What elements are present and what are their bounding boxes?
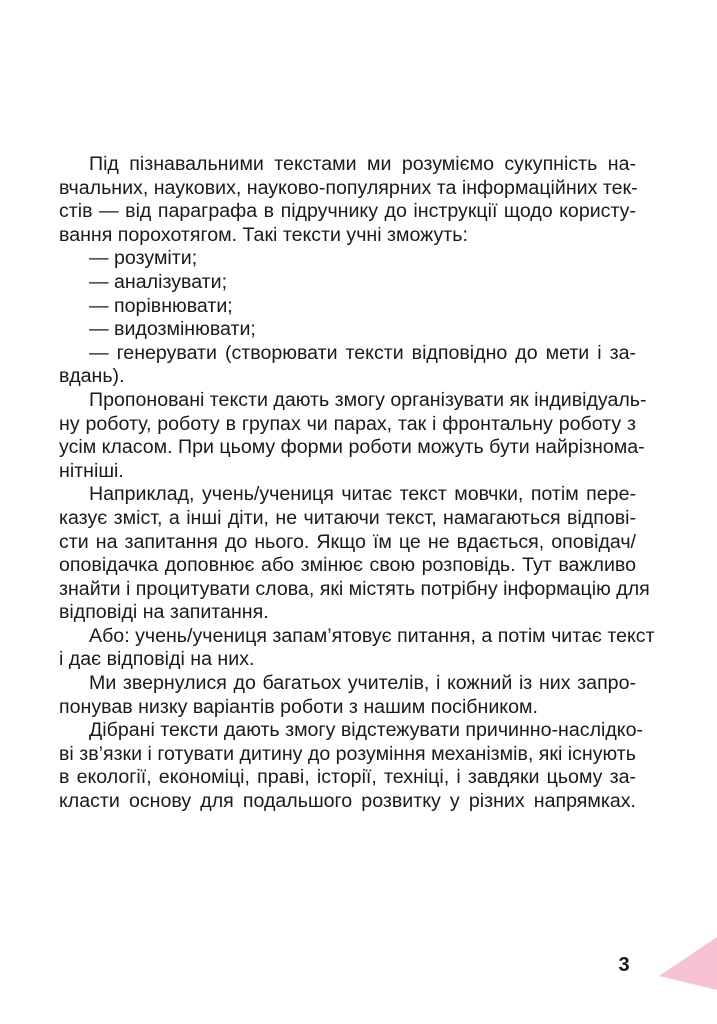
text-line: вчальних, наукових, науково-популярних та інформаційних тек- <box>59 176 638 199</box>
text-line: стів — від параграфа в підручнику до інструкції щодо користу- <box>59 200 636 223</box>
text-line: Пропоновані тексти дають змогу організувати як індивідуаль- <box>89 388 647 411</box>
text-line: усім класом. При цьому форми роботи можуть бути найрізнома- <box>59 436 645 459</box>
text-line: нітніші. <box>59 459 124 482</box>
page-number-tab <box>587 937 717 990</box>
text-line: Дібрані тексти дають змогу відстежувати причинно-наслідко- <box>89 719 644 742</box>
text-line: понував низку варіантів роботи з нашим посібником. <box>59 695 538 718</box>
text-line: казує зміст, а інші діти, не читаючи текст, намагаються відпові- <box>59 506 636 529</box>
text-line: класти основу для подальшого розвитку у різних напрямках. <box>59 790 636 813</box>
list-item: — видозмінювати; <box>89 318 256 341</box>
text-line: знайти і процитувати слова, які містять потрібну інформацію для <box>59 577 650 600</box>
text-line: Наприклад, учень/учениця читає текст мовчки, потім пере- <box>89 483 636 506</box>
text-line: сти на запитання до нього. Якщо їм це не вдається, оповідач/ <box>59 530 636 553</box>
text-line: вдань). <box>59 365 125 388</box>
text-line: і дає відповіді на них. <box>59 648 255 671</box>
text-line: ну роботу, роботу в групах чи парах, так і фронтальну роботу з <box>59 412 636 435</box>
page-number: 3 <box>618 954 630 976</box>
text-line: в екології, економіці, праві, історії, техніці, і завдяки цьому за- <box>59 766 636 789</box>
text-line: відповіді на запитання. <box>59 601 269 624</box>
list-item: — порівнювати; <box>89 294 233 317</box>
text-line: Ми звернулися до багатьох учителів, і кожний із них запро- <box>89 672 636 695</box>
list-item: — генерувати (створювати тексти відповідно до мети і за- <box>89 341 636 364</box>
text-line: вання порохотягом. Такі тексти учні зможуть: <box>59 223 468 246</box>
body-text <box>59 153 655 814</box>
text-line: Або: учень/учениця запам’ятовує питання, а потім читає текст <box>89 624 655 647</box>
list-item: — розуміти; <box>89 247 198 270</box>
text-line: ві зв’язки і готувати дитину до розуміння механізмів, які існують <box>59 742 636 765</box>
text-line: оповідачка доповнює або змінює свою розповідь. Тут важливо <box>59 554 636 577</box>
list-item: — аналізувати; <box>89 270 228 293</box>
page-tab-shape <box>587 937 717 990</box>
text-line: Під пізнавальними текстами ми розуміємо сукупність на- <box>89 153 636 175</box>
